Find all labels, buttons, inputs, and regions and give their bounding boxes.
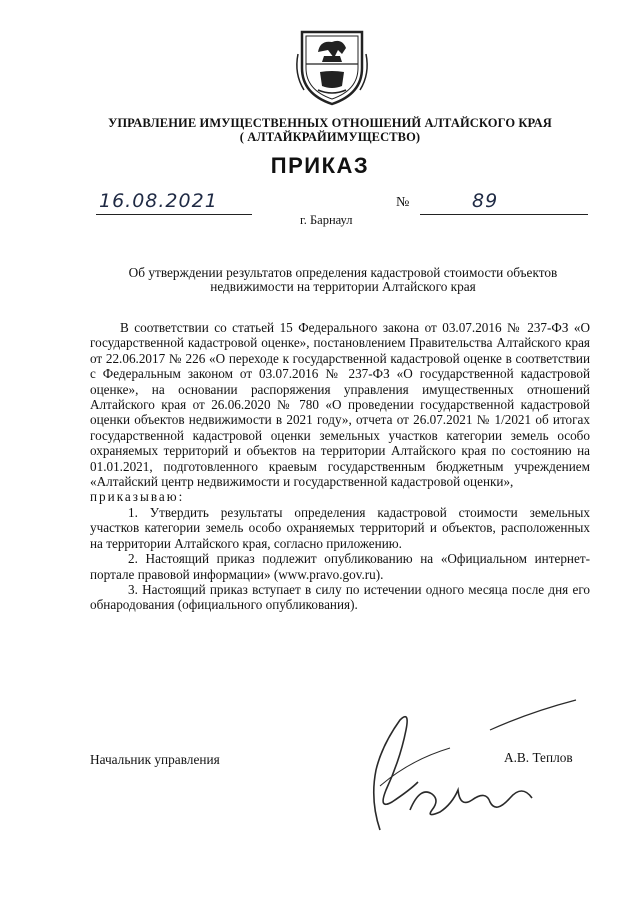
city-label: г. Барнаул: [300, 213, 353, 227]
organization-name: УПРАВЛЕНИЕ ИМУЩЕСТВЕННЫХ ОТНОШЕНИЙ АЛТАЙСКОГО КРАЯ: [108, 116, 552, 130]
document-date: 16.08.2021: [99, 190, 218, 212]
signatory-name: А.В. Теплов: [504, 750, 573, 765]
document-number-field: [420, 190, 588, 215]
document-number: 89: [472, 190, 499, 212]
order-item-2: 2. Настоящий приказ подлежит опубликованию на «Официальном интернет-портале правовой информации» (www.pravo.gov.ru).: [90, 551, 590, 582]
document-subject-line-1: Об утверждении результатов определения кадастровой стоимости объектов: [128, 265, 558, 280]
order-item-1: 1. Утвердить результаты определения кадастровой стоимости земельных участков категории земель особо охраняемых территорий и объектов, расположенных на территории Алтайского края, согласно приложению.: [90, 504, 590, 551]
document-date-field: [96, 190, 252, 215]
preamble-paragraph: В соответствии со статьей 15 Федерального закона от 03.07.2016 № 237-ФЗ «О государственной кадастровой оценке», постановлением Правительства Алтайского края от 22.06.2017 № 226 «О переходе к государственной кадастровой оценке в соответствии с Федеральным законом от 03.07.2016 № 237-ФЗ «О государственной кадастровой оценке», на основании распоряжения управления имущественных отношений Алтайского края от 26.06.2020 № 780 «О проведении государственной кадастровой оценки объектов недвижимости в 2021 году», отчета от 26.07.2021 № 1/2021 об итогах государственной кадастровой оценки земельных участков категории земель особо охраняемых территорий и объектов на территории Алтайского края по состоянию на 01.01.2021, подготовленного краевым государственным бюджетным учреждением «Алтайский центр недвижимости и государственной кадастровой оценки»,: [90, 320, 590, 490]
document-type-title: ПРИКАЗ: [270, 153, 370, 178]
signatory-role: Начальник управления: [90, 752, 220, 767]
order-item-3: 3. Настоящий приказ вступает в силу по истечении одного месяца после дня его обнародования (официального опубликования).: [90, 581, 590, 613]
organization-short-name: ( АЛТАЙКРАЙИМУЩЕСТВО): [239, 130, 421, 144]
number-sign: №: [396, 195, 410, 210]
altai-krai-coat-of-arms-icon: [292, 24, 372, 108]
order-word: приказываю:: [90, 489, 185, 505]
document-body: [90, 320, 590, 613]
handwritten-signature: [340, 690, 600, 840]
document-subject-line-2: недвижимости на территории Алтайского края: [210, 279, 476, 294]
